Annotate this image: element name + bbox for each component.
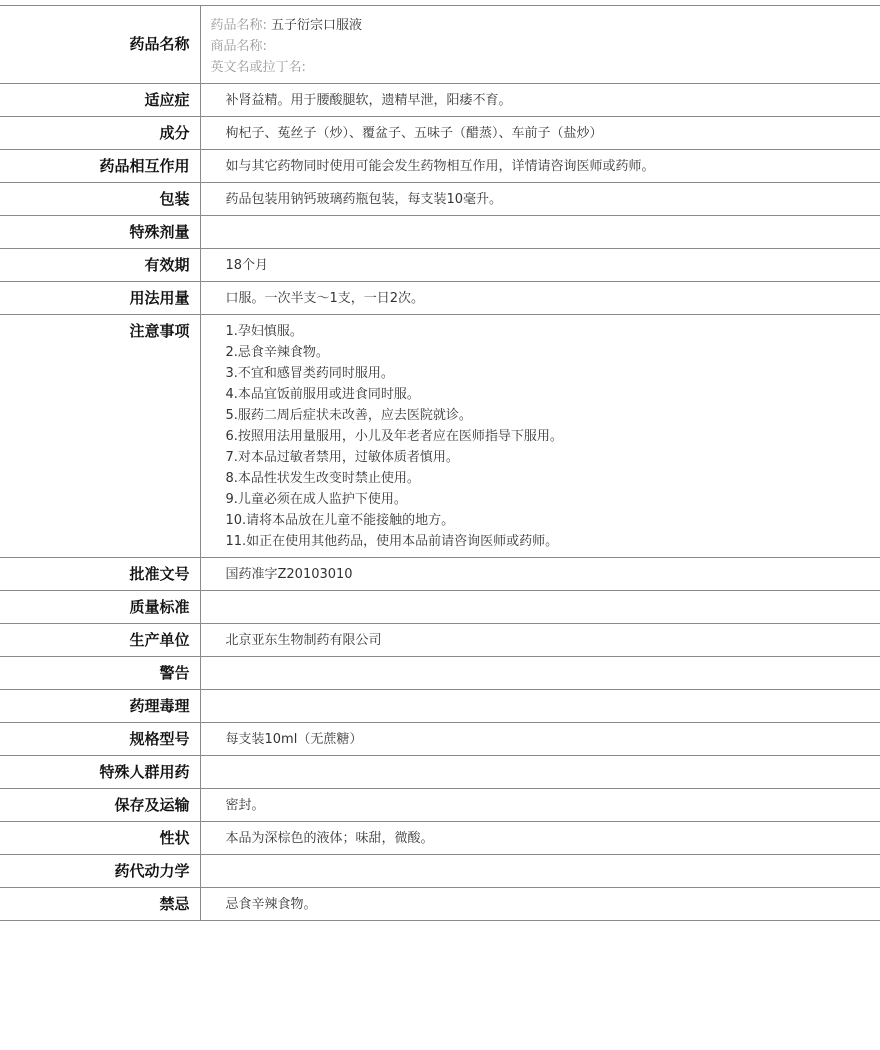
row-label-interactions: 药品相互作用 bbox=[0, 150, 200, 183]
row-value-manufacturer: 北京亚东生物制药有限公司 bbox=[200, 624, 880, 657]
row-label-manufacturer: 生产单位 bbox=[0, 624, 200, 657]
table-row-quality-standard bbox=[0, 591, 880, 624]
table-row-packaging bbox=[0, 183, 880, 216]
list-item: 8.本品性状发生改变时禁止使用。 bbox=[225, 471, 420, 486]
table-row-usage bbox=[0, 282, 880, 315]
trade-name-key: 商品名称: bbox=[210, 39, 267, 54]
row-value-special-dosage bbox=[200, 216, 880, 249]
row-label-quality-standard: 质量标准 bbox=[0, 591, 200, 624]
row-value-interactions: 如与其它药物同时使用可能会发生药物相互作用，详情请咨询医师或药师。 bbox=[200, 150, 880, 183]
row-value-appearance: 本品为深棕色的液体；味甜，微酸。 bbox=[200, 822, 880, 855]
table-row-interactions bbox=[0, 150, 880, 183]
table-row-warning bbox=[0, 657, 880, 690]
english-name-line bbox=[211, 57, 871, 78]
row-value-contraindications: 忌食辛辣食物。 bbox=[200, 888, 880, 921]
row-label-pharmacokinetics: 药代动力学 bbox=[0, 855, 200, 888]
table-row-storage bbox=[0, 789, 880, 822]
table-row-specification bbox=[0, 723, 880, 756]
table-row-pharmacokinetics bbox=[0, 855, 880, 888]
table-row-indication bbox=[0, 84, 880, 117]
row-value-shelf-life: 18个月 bbox=[200, 249, 880, 282]
list-item: 7.对本品过敏者禁用，过敏体质者慎用。 bbox=[225, 450, 459, 465]
row-label-contraindications: 禁忌 bbox=[0, 888, 200, 921]
list-item: 11.如正在使用其他药品，使用本品前请咨询医师或药师。 bbox=[225, 534, 559, 549]
precautions-list bbox=[200, 315, 880, 558]
table-row-name bbox=[0, 6, 880, 84]
row-value-storage: 密封。 bbox=[200, 789, 880, 822]
list-item: 6.按照用法用量服用，小儿及年老者应在医师指导下服用。 bbox=[225, 429, 563, 444]
list-item: 1.孕妇慎服。 bbox=[225, 324, 303, 339]
row-label-packaging: 包装 bbox=[0, 183, 200, 216]
table-row-pharmacology bbox=[0, 690, 880, 723]
row-value-specification: 每支装10ml（无蔗糖） bbox=[200, 723, 880, 756]
table-row-special-dosage bbox=[0, 216, 880, 249]
table-row-precautions bbox=[0, 315, 880, 558]
list-item: 9.儿童必须在成人监护下使用。 bbox=[225, 492, 407, 507]
row-label-pharmacology: 药理毒理 bbox=[0, 690, 200, 723]
row-label-storage: 保存及运输 bbox=[0, 789, 200, 822]
english-name-key: 英文名或拉丁名: bbox=[210, 60, 306, 75]
row-value-approval: 国药准字Z20103010 bbox=[200, 558, 880, 591]
table-row-manufacturer bbox=[0, 624, 880, 657]
name-block bbox=[200, 6, 880, 84]
trade-name-line bbox=[211, 36, 871, 57]
row-value-usage: 口服。一次半支～1支，一日2次。 bbox=[200, 282, 880, 315]
table-row-shelf-life bbox=[0, 249, 880, 282]
row-value-quality-standard bbox=[200, 591, 880, 624]
generic-name-line bbox=[211, 15, 871, 36]
row-value-pharmacology bbox=[200, 690, 880, 723]
list-item: 2.忌食辛辣食物。 bbox=[225, 345, 329, 360]
table-row-contraindications bbox=[0, 888, 880, 921]
row-label-special-population: 特殊人群用药 bbox=[0, 756, 200, 789]
row-label-usage: 用法用量 bbox=[0, 282, 200, 315]
list-item: 5.服药二周后症状未改善，应去医院就诊。 bbox=[225, 408, 472, 423]
drug-spec-table bbox=[0, 5, 880, 921]
row-value-special-population bbox=[200, 756, 880, 789]
generic-name-value: 五子衍宗口服液 bbox=[271, 18, 363, 33]
row-label-approval: 批准文号 bbox=[0, 558, 200, 591]
row-label-warning: 警告 bbox=[0, 657, 200, 690]
table-row-appearance bbox=[0, 822, 880, 855]
list-item: 4.本品宜饭前服用或进食同时服。 bbox=[225, 387, 420, 402]
list-item: 10.请将本品放在儿童不能接触的地方。 bbox=[225, 513, 455, 528]
row-value-indication: 补肾益精。用于腰酸腿软，遗精早泄，阳痿不育。 bbox=[200, 84, 880, 117]
row-label-name: 药品名称 bbox=[0, 6, 200, 84]
row-label-shelf-life: 有效期 bbox=[0, 249, 200, 282]
row-value-warning bbox=[200, 657, 880, 690]
table-row-special-population bbox=[0, 756, 880, 789]
list-item: 3.不宜和感冒类药同时服用。 bbox=[225, 366, 394, 381]
row-label-indication: 适应症 bbox=[0, 84, 200, 117]
row-label-ingredients: 成分 bbox=[0, 117, 200, 150]
row-label-precautions: 注意事项 bbox=[0, 315, 200, 558]
table-row-approval bbox=[0, 558, 880, 591]
row-label-appearance: 性状 bbox=[0, 822, 200, 855]
row-label-special-dosage: 特殊剂量 bbox=[0, 216, 200, 249]
row-value-ingredients: 枸杞子、菟丝子（炒）、覆盆子、五味子（醋蒸）、车前子（盐炒） bbox=[200, 117, 880, 150]
row-value-pharmacokinetics bbox=[200, 855, 880, 888]
generic-name-key: 药品名称: bbox=[210, 18, 267, 33]
row-value-packaging: 药品包装用钠钙玻璃药瓶包装，每支装10毫升。 bbox=[200, 183, 880, 216]
row-label-specification: 规格型号 bbox=[0, 723, 200, 756]
table-row-ingredients bbox=[0, 117, 880, 150]
